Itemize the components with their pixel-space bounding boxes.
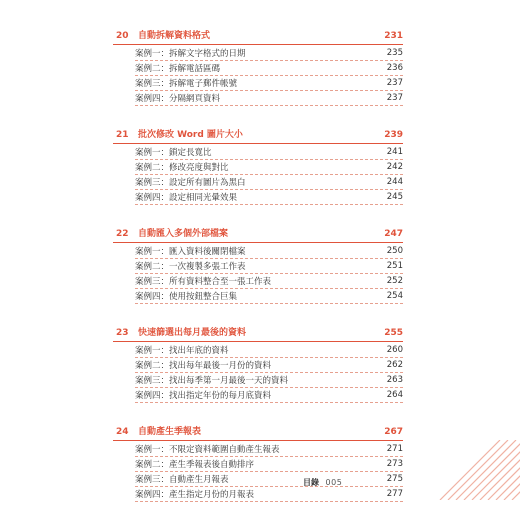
toc-entry[interactable]: [135, 76, 403, 91]
entry-title: 案例三：拆解電子郵件帳號: [135, 79, 238, 89]
entry-page: 237: [386, 78, 403, 88]
entry-title: 案例四：使用按鈕整合巨集: [135, 292, 238, 302]
entry-page: 236: [386, 63, 403, 73]
table-of-contents: [113, 28, 403, 523]
entry-title: 案例一：拆解文字格式的日期: [135, 49, 246, 59]
chapter-page: 255: [384, 328, 403, 338]
entry-page: 260: [386, 345, 403, 355]
entry-title: 案例一：不限定資料範圍自動產生報表: [135, 445, 280, 455]
chapter-20: [113, 28, 403, 106]
page-footer: [303, 477, 342, 488]
toc-entry[interactable]: [135, 244, 403, 259]
entry-title: 案例四：設定相同光暈效果: [135, 193, 238, 203]
chapter-heading[interactable]: [113, 424, 403, 441]
chapter-number: 22: [116, 229, 129, 239]
toc-entry[interactable]: [135, 175, 403, 190]
toc-entry[interactable]: [135, 442, 403, 457]
chapter-title: 自動匯入多個外部檔案: [138, 229, 229, 239]
toc-entry[interactable]: [135, 190, 403, 205]
entry-page: 252: [386, 276, 403, 286]
entry-title: 案例三：所有資料整合至一張工作表: [135, 277, 272, 287]
toc-entry[interactable]: [135, 343, 403, 358]
chapter-23: [113, 325, 403, 403]
chapter-heading[interactable]: [113, 226, 403, 243]
decorative-stripes: [400, 440, 520, 500]
entry-title: 案例一：鎖定長寬比: [135, 148, 212, 158]
footer-label: 目錄: [303, 478, 319, 487]
entry-page: 271: [386, 444, 403, 454]
toc-entry[interactable]: [135, 46, 403, 61]
entry-page: 245: [386, 192, 403, 202]
entry-page: 242: [386, 162, 403, 172]
chapter-title: 批次修改 Word 圖片大小: [138, 130, 243, 140]
entry-page: 241: [386, 147, 403, 157]
entry-title: 案例四：找出指定年份的每月底資料: [135, 391, 272, 401]
entry-page: 254: [386, 291, 403, 301]
chapter-number: 24: [116, 427, 129, 437]
entry-page: 250: [386, 246, 403, 256]
entry-title: 案例二：產生季報表後自動排序: [135, 460, 255, 470]
toc-entry[interactable]: [135, 145, 403, 160]
chapter-page: 239: [384, 130, 403, 140]
entry-page: 251: [386, 261, 403, 271]
entry-page: 237: [386, 93, 403, 103]
entry-title: 案例二：拆解電話區碼: [135, 64, 221, 74]
entry-title: 案例二：找出每年最後一月份的資料: [135, 361, 272, 371]
entry-page: 275: [386, 474, 403, 484]
chapter-title: 自動拆解資料格式: [138, 31, 211, 41]
entry-page: 244: [386, 177, 403, 187]
chapter-number: 23: [116, 328, 129, 338]
entry-title: 案例三：自動產生月報表: [135, 475, 229, 485]
entry-page: 235: [386, 48, 403, 58]
toc-entry[interactable]: [135, 457, 403, 472]
chapter-number: 20: [116, 31, 129, 41]
entry-page: 262: [386, 360, 403, 370]
chapter-page: 231: [384, 31, 403, 41]
entry-title: 案例一：找出年底的資料: [135, 346, 229, 356]
chapter-heading[interactable]: [113, 325, 403, 342]
toc-entry[interactable]: [135, 274, 403, 289]
chapter-21: [113, 127, 403, 205]
toc-entry[interactable]: [135, 358, 403, 373]
toc-entry[interactable]: [135, 259, 403, 274]
chapter-title: 自動產生季報表: [138, 427, 202, 437]
chapter-page: 267: [384, 427, 403, 437]
chapter-heading[interactable]: [113, 127, 403, 144]
entry-title: 案例二：一次複製多張工作表: [135, 262, 246, 272]
entry-page: 263: [386, 375, 403, 385]
page-number: 005: [325, 478, 343, 487]
entry-page: 264: [386, 390, 403, 400]
chapter-number: 21: [116, 130, 129, 140]
toc-entry[interactable]: [135, 388, 403, 403]
toc-entry[interactable]: [135, 472, 403, 487]
chapter-24: [113, 424, 403, 502]
entry-title: 案例四：分隔網頁資料: [135, 94, 221, 104]
entry-page: 273: [386, 459, 403, 469]
toc-entry[interactable]: [135, 289, 403, 304]
entry-title: 案例三：設定所有圖片為黑白: [135, 178, 246, 188]
entry-title: 案例四：產生指定月份的月報表: [135, 490, 255, 500]
entry-title: 案例三：找出每季第一月最後一天的資料: [135, 376, 289, 386]
chapter-heading[interactable]: [113, 28, 403, 45]
chapter-22: [113, 226, 403, 304]
chapter-page: 247: [384, 229, 403, 239]
entry-title: 案例二：修改亮度與對比: [135, 163, 229, 173]
toc-entry[interactable]: [135, 160, 403, 175]
toc-entry[interactable]: [135, 373, 403, 388]
toc-entry[interactable]: [135, 61, 403, 76]
entry-title: 案例一：匯入資料後關閉檔案: [135, 247, 246, 257]
toc-entry[interactable]: [135, 91, 403, 106]
entry-page: 277: [386, 489, 403, 499]
chapter-title: 快速篩選出每月最後的資料: [138, 328, 247, 338]
